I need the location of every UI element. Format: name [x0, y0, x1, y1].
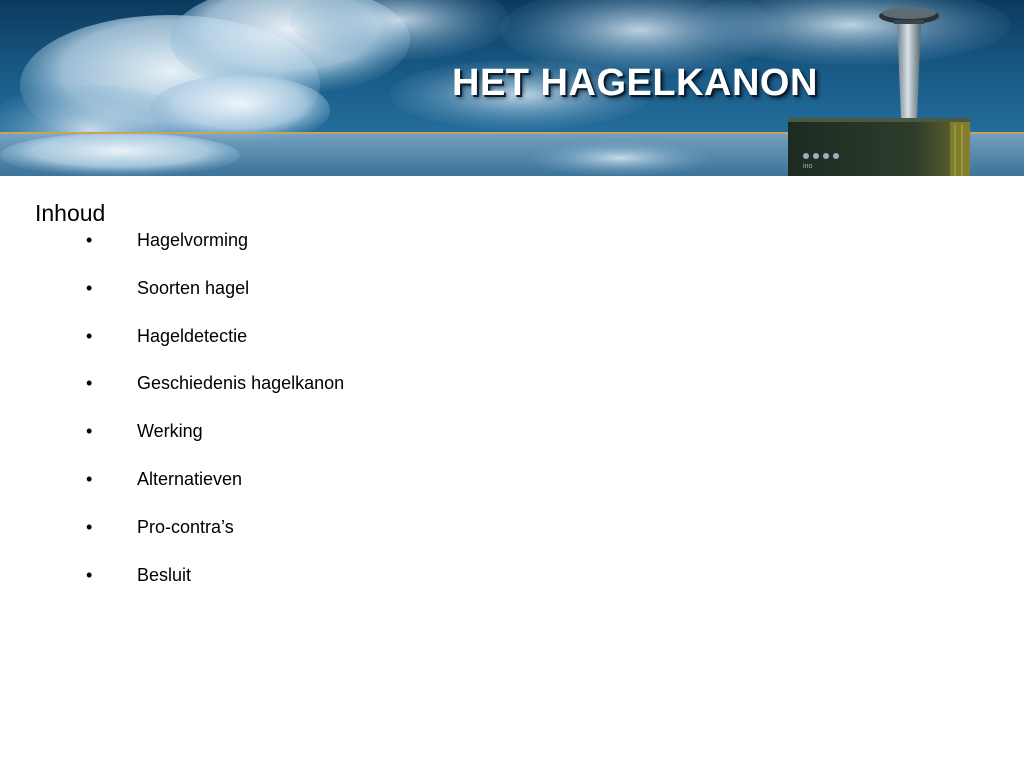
list-item-label: Hagelvorming [137, 230, 249, 250]
list-item-label: Besluit [137, 564, 192, 585]
bullet-icon: • [86, 230, 93, 250]
bullet-icon: • [86, 325, 93, 346]
bullet-icon: • [86, 373, 93, 394]
list-item-label: Pro-contra’s [137, 516, 234, 537]
slide-title: HET HAGELKANON [452, 62, 818, 104]
bullet-icon: • [86, 564, 93, 585]
bullet-icon: • [86, 516, 93, 537]
machine-label: ino [803, 163, 813, 170]
bullet-icon: • [86, 277, 93, 298]
list-item-label: Alternatieven [137, 468, 243, 489]
header-banner [0, 0, 1024, 176]
section-heading: Inhoud [35, 200, 106, 226]
bullet-icon: • [86, 421, 93, 442]
list-item-label: Werking [137, 421, 203, 442]
list-item-label: Soorten hagel [137, 277, 250, 298]
list-item-label: Geschiedenis hagelkanon [137, 373, 345, 394]
bullet-icon: • [86, 468, 93, 489]
list-item-label: Hageldetectie [137, 325, 248, 346]
